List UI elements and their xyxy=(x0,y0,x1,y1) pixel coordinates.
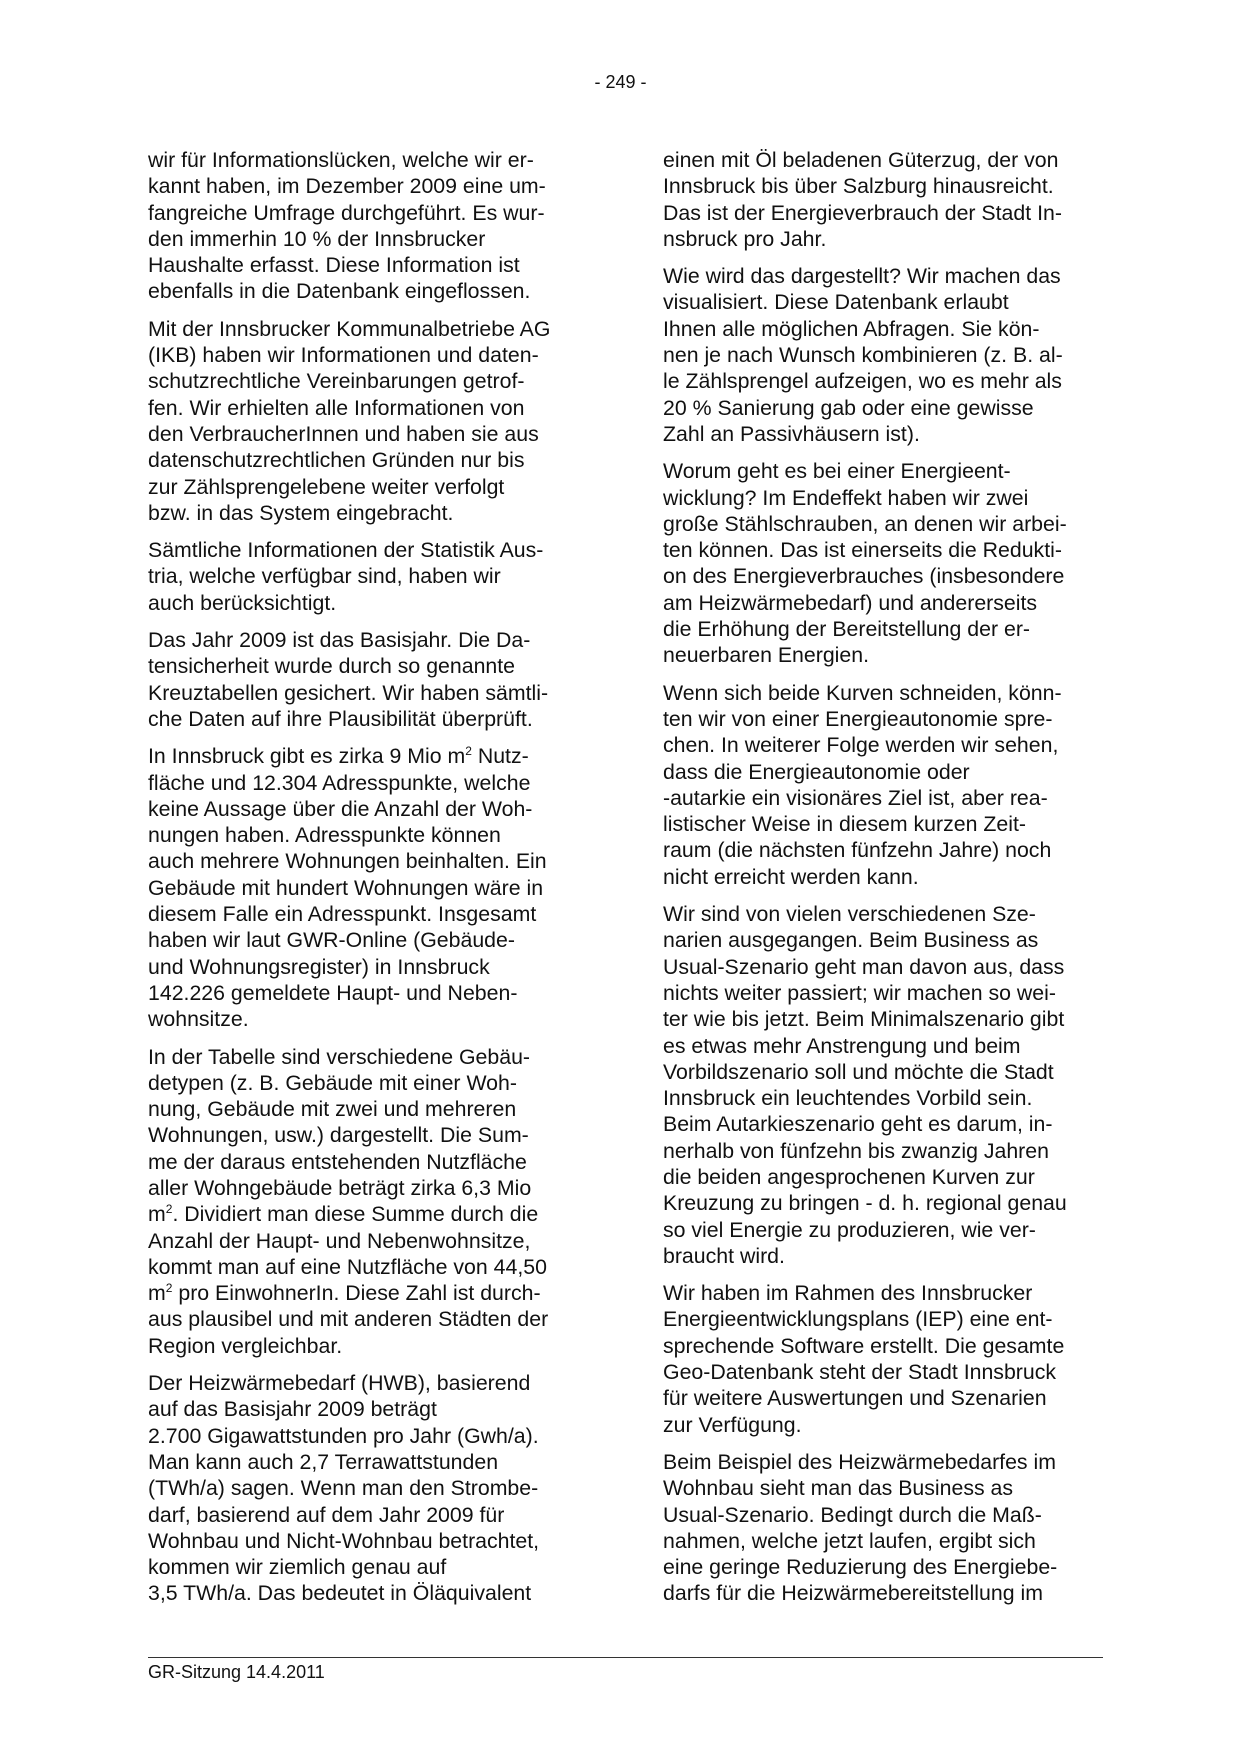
text-line: fangreiche Umfrage durchgeführt. Es wur- xyxy=(148,200,545,225)
right-paragraph-2 xyxy=(663,263,1113,447)
text-line: aller Wohngebäude beträgt zirka 6,3 Mio xyxy=(148,1175,532,1200)
text-line: 20 % Sanierung gab oder eine gewisse xyxy=(663,395,1034,420)
right-paragraph-6 xyxy=(663,1280,1113,1438)
page-number: - 249 - xyxy=(594,72,647,92)
text-line: wohnsitze. xyxy=(148,1007,249,1032)
text-line: Region vergleichbar. xyxy=(148,1333,343,1358)
text-line: dass die Energieautonomie oder xyxy=(663,759,970,784)
text-line: Das Jahr 2009 ist das Basisjahr. Die Da- xyxy=(148,628,531,653)
text-line: 142.226 gemeldete Haupt- und Neben- xyxy=(148,980,518,1005)
text-line: es etwas mehr Anstrengung und beim xyxy=(663,1033,1021,1058)
text-line: Wie wird das dargestellt? Wir machen das xyxy=(663,264,1061,289)
left-paragraph-6 xyxy=(148,1044,588,1360)
text-line: narien ausgegangen. Beim Business as xyxy=(663,928,1039,953)
text-line: Wohnbau und Nicht-Wohnbau betrachtet, xyxy=(148,1528,540,1553)
text-line: Zahl an Passivhäusern ist). xyxy=(663,421,920,446)
text-line: Wohnungen, usw.) dargestellt. Die Sum- xyxy=(148,1123,529,1148)
text-line: so viel Energie zu produzieren, wie ver- xyxy=(663,1217,1036,1242)
text-line: für weitere Auswertungen und Szenarien xyxy=(663,1386,1047,1411)
text-line: Anzahl der Haupt- und Nebenwohnsitze, xyxy=(148,1228,531,1253)
text-line: nahmen, welche jetzt laufen, ergibt sich xyxy=(663,1528,1036,1553)
text-line: Wohnbau sieht man das Business as xyxy=(663,1476,1014,1501)
text-line: nsbruck pro Jahr. xyxy=(663,226,827,251)
left-paragraph-4 xyxy=(148,627,588,732)
text-line: Innsbruck bis über Salzburg hinausreicht. xyxy=(663,174,1054,199)
text-line: Haushalte erfasst. Diese Information ist xyxy=(148,253,520,278)
text-line: den immerhin 10 % der Innsbrucker xyxy=(148,226,486,251)
footer-divider xyxy=(148,1657,1103,1658)
text-line: zur Verfügung. xyxy=(663,1412,802,1437)
text-line: neuerbaren Energien. xyxy=(663,643,870,668)
text-line: Kreuztabellen gesichert. Wir haben sämtli- xyxy=(148,680,549,705)
text-line: Der Heizwärmebedarf (HWB), basierend xyxy=(148,1371,531,1396)
text-line: Usual-Szenario. Bedingt durch die Maß- xyxy=(663,1502,1042,1527)
right-paragraph-7 xyxy=(663,1449,1113,1607)
text-line: listischer Weise in diesem kurzen Zeit- xyxy=(663,812,1026,837)
text-line: nen je nach Wunsch kombinieren (z. B. al- xyxy=(663,343,1063,368)
text-line: diesem Falle ein Adresspunkt. Insgesamt xyxy=(148,902,537,927)
text-line: (TWh/a) sagen. Wenn man den Strombe- xyxy=(148,1476,539,1501)
left-paragraph-1 xyxy=(148,147,588,305)
text-line: Man kann auch 2,7 Terrawattstunden xyxy=(148,1449,499,1474)
text-line: ter wie bis jetzt. Beim Minimalszenario gibt xyxy=(663,1007,1065,1032)
text-line: Beim Beispiel des Heizwärmebedarfes im xyxy=(663,1449,1056,1474)
text-line: chen. In weiterer Folge werden wir sehen, xyxy=(663,733,1059,758)
right-paragraph-3 xyxy=(663,458,1113,668)
text-line: $m^2$. Dividiert man diese Summe durch die xyxy=(148,1202,539,1227)
right-paragraph-4 xyxy=(663,680,1113,890)
text-line: ten wir von einer Energieautonomie spre- xyxy=(663,706,1053,731)
text-line: und Wohnungsregister) in Innsbruck xyxy=(148,954,490,979)
text-line: sprechende Software erstellt. Die gesamte xyxy=(663,1333,1065,1358)
text-line: Wir sind von vielen verschiedenen Sze- xyxy=(663,902,1036,927)
text-line: Kreuzung zu bringen - d. h. regional genau xyxy=(663,1191,1067,1216)
text-line: 2.700 Gigawattstunden pro Jahr (Gwh/a). xyxy=(148,1423,539,1448)
text-line: Vorbildszenario soll und möchte die Stadt xyxy=(663,1059,1054,1084)
text-line: kommt man auf eine Nutzfläche von 44,50 xyxy=(148,1254,547,1279)
text-line: tria, welche verfügbar sind, haben wir xyxy=(148,564,501,589)
text-line: tensicherheit wurde durch so genannte xyxy=(148,654,516,679)
text-line: wicklung? Im Endeffekt haben wir zwei xyxy=(663,485,1029,510)
right-paragraph-1 xyxy=(663,147,1113,252)
left-paragraph-3 xyxy=(148,537,588,616)
text-line: kannt haben, im Dezember 2009 eine um- xyxy=(148,174,546,199)
text-line: me der daraus entstehenden Nutzfläche xyxy=(148,1149,527,1174)
text-line: große Stählschrauben, an denen wir arbei- xyxy=(663,511,1067,536)
text-line: ebenfalls in die Datenbank eingeflossen. xyxy=(148,279,531,304)
text-line: eine geringe Reduzierung des Energiebe- xyxy=(663,1555,1058,1580)
text-line: schutzrechtliche Vereinbarungen getrof- xyxy=(148,369,525,394)
text-line: che Daten auf ihre Plausibilität überprüft. xyxy=(148,706,533,731)
text-line: auch mehrere Wohnungen beinhalten. Ein xyxy=(148,849,547,874)
text-line: datenschutzrechtlichen Gründen nur bis xyxy=(148,448,525,473)
left-text-column xyxy=(148,147,588,1618)
text-line: Ihnen alle möglichen Abfragen. Sie kön- xyxy=(663,316,1040,341)
text-line: Wenn sich beide Kurven schneiden, könn- xyxy=(663,680,1062,705)
text-line: fläche und 12.304 Adresspunkte, welche xyxy=(148,770,531,795)
left-paragraph-2 xyxy=(148,316,588,526)
text-line: kommen wir ziemlich genau auf xyxy=(148,1555,447,1580)
footer-session-date: GR-Sitzung 14.4.2011 xyxy=(148,1662,325,1682)
text-line: visualisiert. Diese Datenbank erlaubt xyxy=(663,290,1009,315)
text-line: In Innsbruck gibt es zirka 9 Mio $m^2$ Nutz- xyxy=(148,744,529,769)
text-line: nung, Gebäude mit zwei und mehreren xyxy=(148,1097,517,1122)
text-line: bzw. in das System eingebracht. xyxy=(148,500,454,525)
text-line: auch berücksichtigt. xyxy=(148,590,337,615)
left-paragraph-7 xyxy=(148,1370,588,1607)
text-line: auf das Basisjahr 2009 beträgt xyxy=(148,1397,437,1422)
text-line: Beim Autarkieszenario geht es darum, in- xyxy=(663,1112,1053,1137)
text-line: In der Tabelle sind verschiedene Gebäu- xyxy=(148,1044,531,1069)
text-line: ten können. Das ist einerseits die Redukti- xyxy=(663,538,1062,563)
text-line: aus plausibel und mit anderen Städten der xyxy=(148,1307,549,1332)
text-line: nichts weiter passiert; wir machen so wei- xyxy=(663,980,1056,1005)
text-line: haben wir laut GWR-Online (Gebäude- xyxy=(148,928,515,953)
text-line: 3,5 TWh/a. Das bedeutet in Öläquivalent xyxy=(148,1581,532,1606)
text-line: Geo-Datenbank steht der Stadt Innsbruck xyxy=(663,1360,1057,1385)
text-line: $m^2$ pro EinwohnerIn. Diese Zahl ist durch- xyxy=(148,1281,541,1306)
text-line: nerhalb von fünfzehn bis zwanzig Jahren xyxy=(663,1138,1049,1163)
text-line: die Erhöhung der Bereitstellung der er- xyxy=(663,617,1030,642)
text-line: den VerbraucherInnen und haben sie aus xyxy=(148,421,539,446)
text-line: Innsbruck ein leuchtendes Vorbild sein. xyxy=(663,1086,1033,1111)
text-line: Usual-Szenario geht man davon aus, dass xyxy=(663,954,1065,979)
text-line: zur Zählsprengelebene weiter verfolgt xyxy=(148,474,505,499)
text-line: braucht wird. xyxy=(663,1243,785,1268)
text-line: (IKB) haben wir Informationen und daten- xyxy=(148,343,539,368)
text-line: raum (die nächsten fünfzehn Jahre) noch xyxy=(663,838,1052,863)
text-line: Gebäude mit hundert Wohnungen wäre in xyxy=(148,875,544,900)
text-line: Energieentwicklungsplans (IEP) eine ent- xyxy=(663,1307,1053,1332)
text-line: Wir haben im Rahmen des Innsbrucker xyxy=(663,1281,1033,1306)
text-line: darfs für die Heizwärmebereitstellung im xyxy=(663,1581,1043,1606)
text-line: Worum geht es bei einer Energieent- xyxy=(663,459,1011,484)
text-line: Das ist der Energieverbrauch der Stadt In- xyxy=(663,200,1062,225)
text-line: fen. Wir erhielten alle Informationen von xyxy=(148,395,525,420)
text-line: nungen haben. Adresspunkte können xyxy=(148,823,501,848)
text-line: nicht erreicht werden kann. xyxy=(663,864,919,889)
text-line: detypen (z. B. Gebäude mit einer Woh- xyxy=(148,1070,517,1095)
left-paragraph-5 xyxy=(148,743,588,1032)
text-line: keine Aussage über die Anzahl der Woh- xyxy=(148,796,533,821)
right-paragraph-5 xyxy=(663,901,1113,1269)
text-line: -autarkie ein visionäres Ziel ist, aber rea- xyxy=(663,785,1048,810)
text-line: Sämtliche Informationen der Statistik Aus- xyxy=(148,538,544,563)
text-line: Mit der Innsbrucker Kommunalbetriebe AG xyxy=(148,316,551,341)
text-line: die beiden angesprochenen Kurven zur xyxy=(663,1164,1035,1189)
text-line: on des Energieverbrauches (insbesondere xyxy=(663,564,1065,589)
text-line: einen mit Öl beladenen Güterzug, der von xyxy=(663,148,1059,172)
text-line: darf, basierend auf dem Jahr 2009 für xyxy=(148,1502,505,1527)
text-line: wir für Informationslücken, welche wir er- xyxy=(148,148,534,172)
text-line: le Zählsprengel aufzeigen, wo es mehr als xyxy=(663,369,1062,394)
text-line: am Heizwärmebedarf) und andererseits xyxy=(663,590,1038,615)
right-text-column xyxy=(663,147,1113,1618)
